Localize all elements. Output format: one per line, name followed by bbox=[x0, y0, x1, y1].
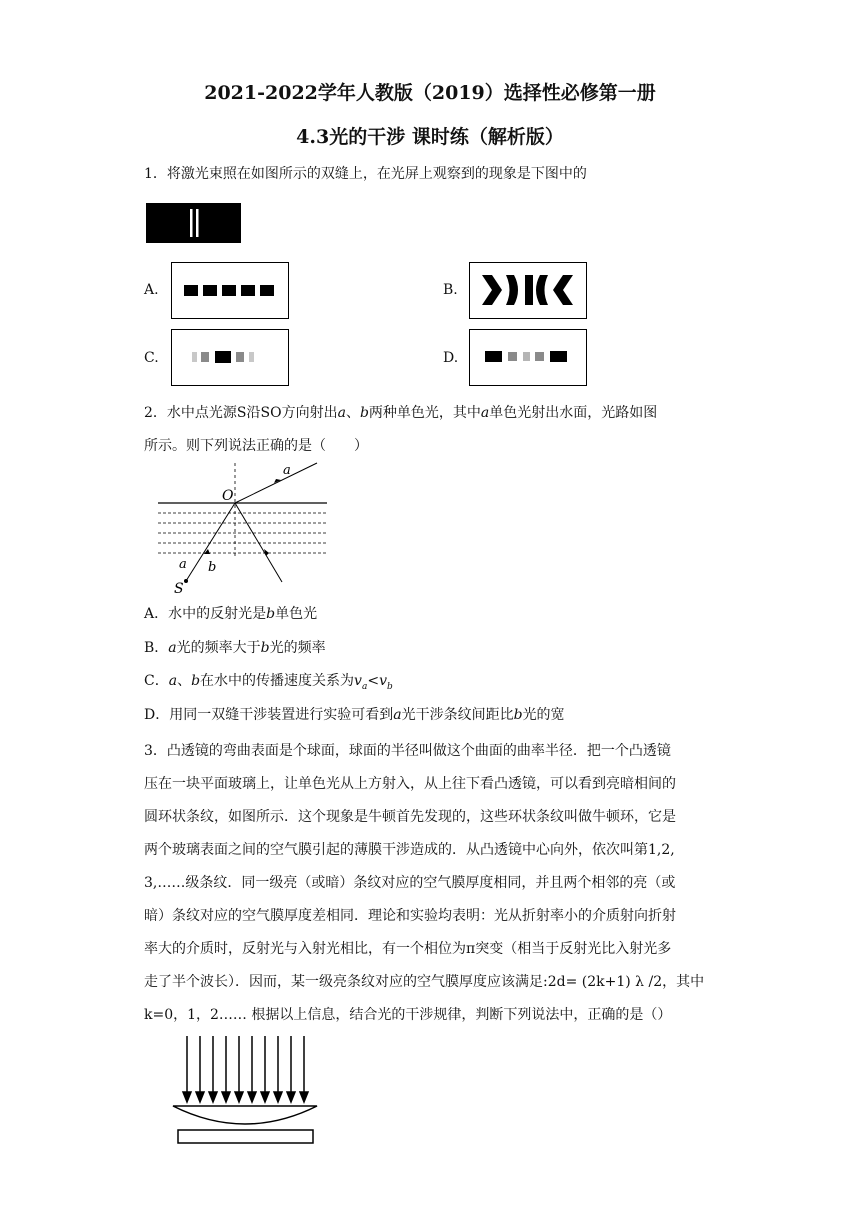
q3-newton-rings-figure bbox=[165, 1034, 325, 1149]
q1-option-b-label[interactable]: B. bbox=[443, 282, 458, 298]
fig-label-s: S bbox=[174, 581, 184, 597]
q3-line-7: 率大的介质时，反射光与入射光相比，有一个相位为π突变（相当于反射光比入射光多 bbox=[144, 941, 672, 957]
q1-option-a-figure[interactable] bbox=[171, 262, 289, 319]
q1-option-b-figure[interactable] bbox=[469, 262, 587, 319]
q1-option-c-figure[interactable] bbox=[171, 329, 289, 386]
q2-light-path-figure bbox=[150, 458, 330, 598]
q2-stem-line-1: 2．水中点光源S沿SO方向射出a、b两种单色光，其中a单色光射出水面，光路如图 bbox=[144, 405, 658, 421]
q3-line-6: 暗）条纹对应的空气膜厚度差相同．理论和实验均表明：光从折射率小的介质射向折射 bbox=[144, 908, 676, 924]
title-line-2: 4.3光的干涉 课时练（解析版） bbox=[296, 126, 564, 148]
fig-label-o: O bbox=[222, 488, 234, 504]
q2-option-b[interactable]: B．a光的频率大于b光的频率 bbox=[144, 640, 326, 656]
q1-double-slit-figure bbox=[146, 203, 241, 243]
fig-label-a-top: a bbox=[283, 463, 291, 478]
q1-option-d-figure[interactable] bbox=[469, 329, 587, 386]
q1-option-c-label[interactable]: C. bbox=[144, 350, 159, 366]
q3-line-2: 压在一块平面玻璃上，让单色光从上方射入，从上往下看凸透镜，可以看到亮暗相间的 bbox=[144, 776, 676, 792]
q3-line-9: k=0，1，2…… 根据以上信息，结合光的干涉规律，判断下列说法中，正确的是（） bbox=[144, 1007, 672, 1023]
q2-stem-line-2: 所示。则下列说法正确的是（ ） bbox=[144, 438, 368, 454]
q3-line-3: 圆环状条纹，如图所示．这个现象是牛顿首先发现的，这些环状条纹叫做牛顿环，它是 bbox=[144, 809, 676, 825]
q3-line-5: 3,……级条纹．同一级亮（或暗）条纹对应的空气膜厚度相同，并且两个相邻的亮（或 bbox=[144, 875, 676, 891]
q3-line-4: 两个玻璃表面之间的空气膜引起的薄膜干涉造成的．从凸透镜中心向外，依次叫第1,2, bbox=[144, 842, 675, 858]
fig-label-b: b bbox=[208, 560, 217, 575]
q1-option-a-label[interactable]: A. bbox=[144, 282, 159, 298]
q1-stem: 1．将激光束照在如图所示的双缝上，在光屏上观察到的现象是下图中的 bbox=[144, 166, 587, 182]
q2-option-c[interactable]: C．a、b在水中的传播速度关系为$v_a<v_b$ bbox=[144, 673, 393, 692]
q2-option-a[interactable]: A．水中的反射光是b单色光 bbox=[144, 606, 318, 622]
fig-label-a-bottom: a bbox=[179, 557, 187, 572]
q2-option-d[interactable]: D．用同一双缝干涉装置进行实验可看到a光干涉条纹间距比b光的宽 bbox=[144, 707, 565, 723]
q1-option-d-label[interactable]: D. bbox=[443, 350, 459, 366]
q3-line-8: 走了半个波长）．因而，某一级亮条纹对应的空气膜厚度应该满足:2d= (2k+1) λ /2，其中 bbox=[144, 974, 705, 990]
q3-line-1: 3．凸透镜的弯曲表面是个球面，球面的半径叫做这个曲面的曲率半径．把一个凸透镜 bbox=[144, 743, 671, 759]
title-line-1: 2021-2022学年人教版（2019）选择性必修第一册 bbox=[204, 82, 656, 104]
